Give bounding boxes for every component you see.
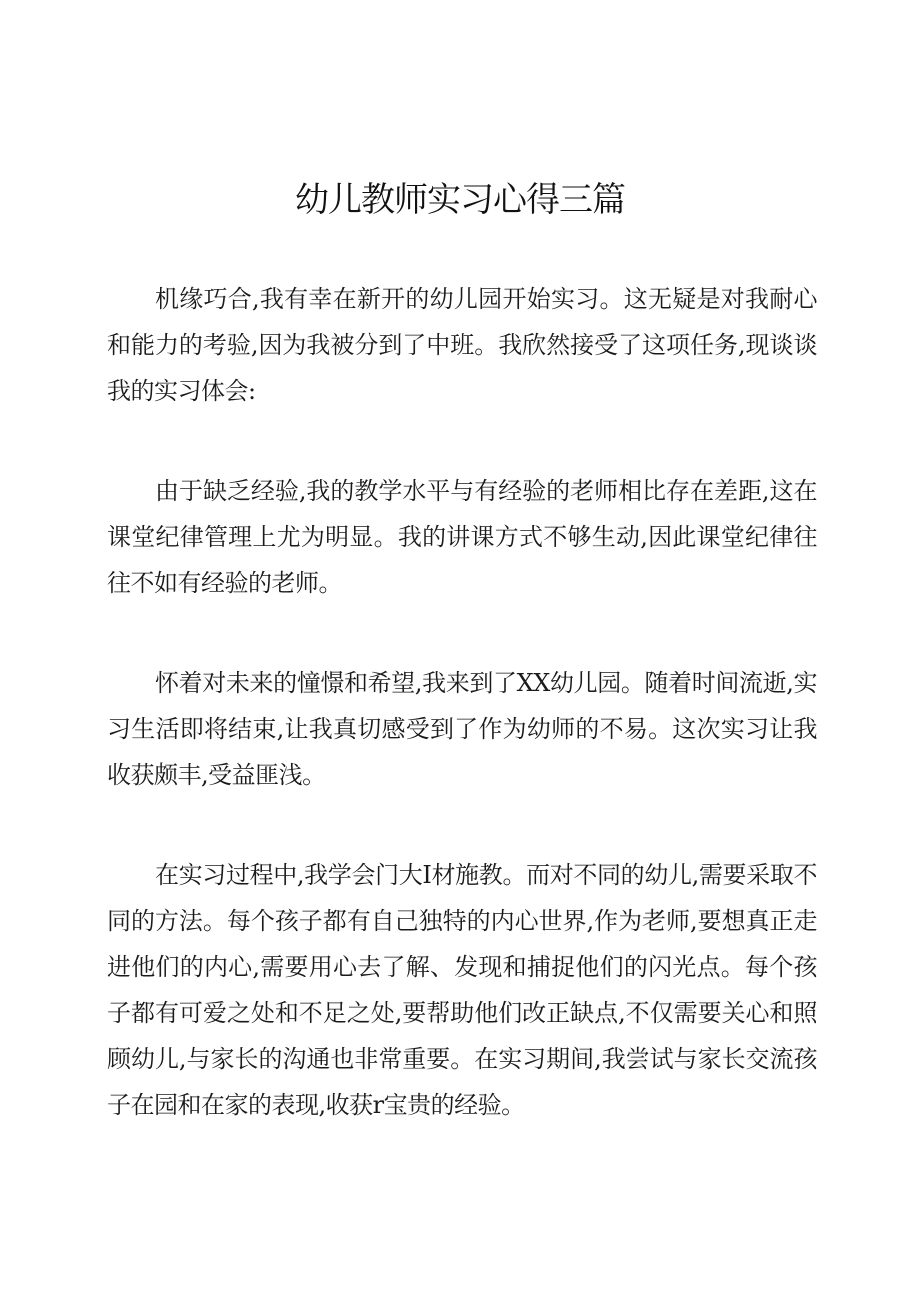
paragraph-4: 在实习过程中,我学会门大I材施教。而对不同的幼儿,需要采取不同的方法。每个孩子都有自己独特的内心世界,作为老师,要想真正走进他们的内心,需要用心去了解、发现和捕捉他们的闪光点。每个孩子都有可爱之处和不足之处,要帮助他们改正缺点,不仅需要关心和照顾幼儿,与家长的沟通也非常重要。在实习期间,我尝试与家长交流孩子在园和在家的表现,收获r宝贵的经验。 [107, 861, 817, 1119]
paragraph-1: 机缘巧合,我有幸在新开的幼儿园开始实习。这无疑是对我耐心和能力的考验,因为我被分到了中班。我欣然接受了这项任务,现谈谈我的实习体会: [107, 285, 817, 405]
paragraph-3: 怀着对未来的憧憬和希望,我来到了XX幼儿园。随着时间流逝,实习生活即将结束,让我真切感受到了作为幼师的不易。这次实习让我收获颇丰,受益匪浅。 [107, 669, 817, 789]
document-title: 幼儿教师实习心得三篇 [295, 180, 625, 220]
paragraph-2: 由于缺乏经验,我的教学水平与有经验的老师相比存在差距,这在课堂纪律管理上尤为明显。我的讲课方式不够生动,因此课堂纪律往往不如有经验的老师。 [107, 477, 817, 597]
